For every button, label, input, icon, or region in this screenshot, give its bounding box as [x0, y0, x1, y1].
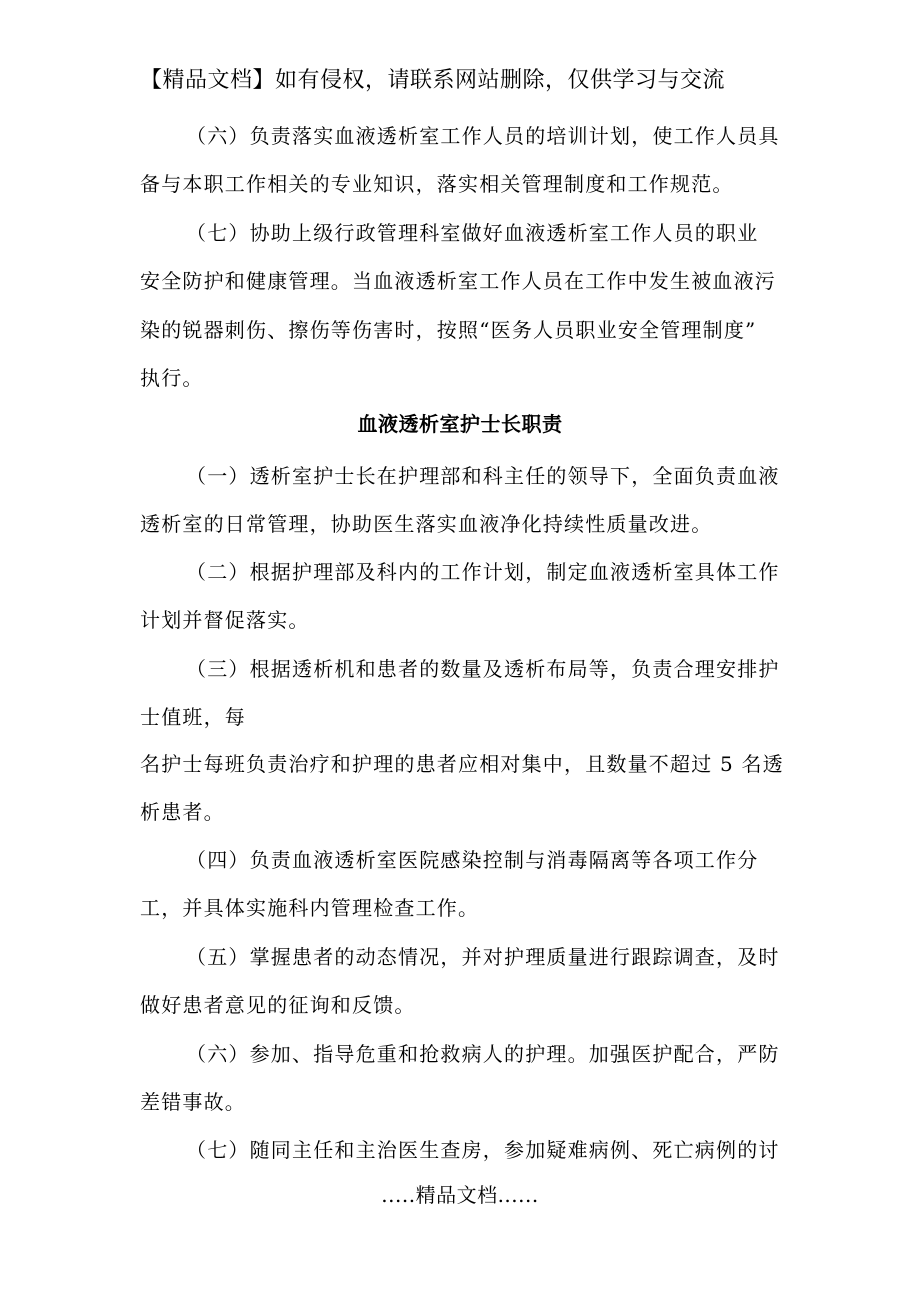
text-line: 名护士每班负责治疗和护理的患者应相对集中，且数量不超过 5 名透 [140, 752, 784, 776]
text-line: （五）掌握患者的动态情况，并对护理质量进行跟踪调查，及时 [186, 945, 780, 969]
text-line: 差错事故。 [140, 1090, 246, 1114]
text-line: 透析室的日常管理，协助医生落实血液净化持续性质量改进。 [140, 512, 713, 536]
text-line: （六）负责落实血液透析室工作人员的培训计划，使工作人员具 [186, 124, 780, 148]
section-title: 血液透析室护士长职责 [357, 412, 563, 436]
text-line: 计划并督促落实。 [140, 608, 310, 632]
text-line: （七）协助上级行政管理科室做好血液透析室工作人员的职业 [186, 221, 759, 245]
page-footer: .....精品文档...... [381, 1183, 539, 1207]
text-line: 工，并具体实施科内管理检查工作。 [140, 896, 480, 920]
text-line: 安全防护和健康管理。当血液透析室工作人员在工作中发生被血液污 [140, 269, 776, 293]
text-line: 染的锐器刺伤、擦伤等伤害时，按照“医务人员职业安全管理制度” [140, 318, 757, 342]
text-line: （六）参加、指导危重和抢救病人的护理。加强医护配合，严防 [186, 1042, 780, 1066]
text-line: （一）透析室护士长在护理部和科主任的领导下，全面负责血液 [186, 464, 780, 488]
page-header: 【精品文档】如有侵权，请联系网站删除，仅供学习与交流 [140, 68, 726, 93]
text-line: （二）根据护理部及科内的工作计划，制定血液透析室具体工作 [186, 560, 780, 584]
text-line: 备与本职工作相关的专业知识，落实相关管理制度和工作规范。 [140, 172, 734, 196]
text-line: （三）根据透析机和患者的数量及透析布局等，负责合理安排护 [186, 657, 780, 681]
text-line: （四）负责血液透析室医院感染控制与消毒隔离等各项工作分 [186, 848, 759, 872]
text-line: 士值班，每 [140, 705, 246, 729]
text-line: （七）随同主任和主治医生查房，参加疑难病例、死亡病例的讨 [186, 1138, 780, 1162]
text-line: 执行。 [140, 366, 204, 390]
text-line: 做好患者意见的征询和反馈。 [140, 993, 416, 1017]
text-line: 析患者。 [140, 800, 225, 824]
